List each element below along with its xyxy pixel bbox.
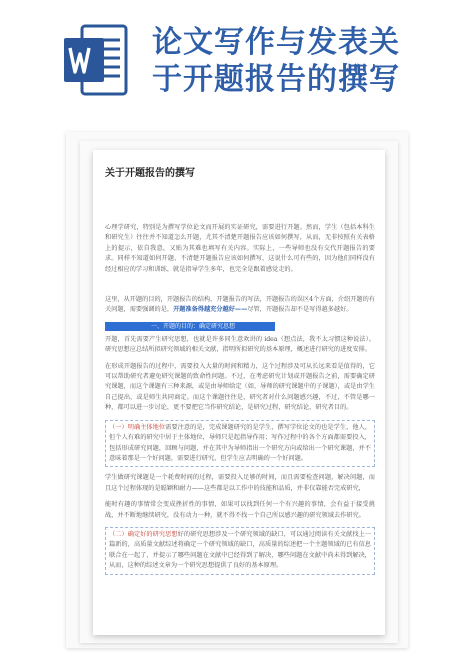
paragraph-gap [105,281,375,295]
subsection-heading-2: （二）确定好的研究思想 [109,530,178,538]
paragraph-interest: 能时有趣的事情常会变成挫折性的事情，如果可以找到任何一个有兴趣的事情，会有益于接受挑战，并不断地继续研究，没有动力一种，就不得不找一个自己所以感兴趣的研究领域去作研究。 [105,501,375,519]
document-heading: 关于开题报告的撰写 [105,168,195,179]
document-title [152,24,400,98]
subject-text: 需要注意的是，完成课题研究的是学生，撰写学位论文的也是学生，他人，但个人有难的研究中居于主体地位，导师只是起指导作用；写作过程中的各个方面都需要投入，包括形成研究问题，回顾与问题，并在其中为导师指出一个研究方向或给出一个研究课题，并不意味着那是一个好问题，需要进行研究，但学生应去明确的一个好问题。 [109,423,372,462]
overview-highlight: 开题准备得越充分越好—— [173,306,248,314]
paragraph-time: 学生做研究课题是一个耗费时间的过程，需要投入足够的时间，而且需要检查问题，解决问题，而且这个过程体现的是聪颖和耐力——这些都是以工作中的技能和品质，并非仅靠能否完成研究， [105,474,375,492]
section-heading-1: 一、开题的目的：确定研究思想 [105,322,275,331]
paragraph-idea: 开题，首先需要产生研究思想，也就是许多同生意欢讲的 idea（想点法，我不太习惯这种说法）。研究思想应总结所拟研究领域的相关文献，指明所拟研究的基本原理，概述进行研究的进度安排。 [105,335,375,354]
paragraph-overview [105,295,375,316]
overview-text-b: 尽管，开题报告却不是写得越多越好。 [247,306,353,314]
good-idea-text: 好的研究思想涉及一个研究领域的缺口，可以通过阅读有关文献找上一篇新的，高质量文献综述将确定一个研究领域的缺口，高质量的综述把一个主题领域的已有信息联合在一起了，并提示了哪些问题在文献中已经得到了解决，哪些问题在文献中尚未得到解决，从而，这种的综述文章为一个研究思想提供了良好的基本原理。 [109,530,372,570]
subsection-heading-1: （一）明确主体地位 [109,423,166,431]
title-line-1: 论文写作与发表关 [152,25,400,60]
paragraph-process: 在形成开题报告的过程中，需要投入大量的时间和精力，这个过程涉及可从长远来看是值得的，它可以帮助研究者避免研究课题的致命性问题。不过，在考虑研究计划或开题报告之前，需要确定研究课题，而这个课题有三种来源，或是由导师给定（如，导师的研究课题中的子课题），或是由学生自己提出，或是师生共同商定。而这个课题往往是，研究者对什么问题感兴趣，不过，不管是哪一种，都可以进一步讨论，更不要把它当作研究结论，是研究过程，研究结论，研究者目的。 [105,362,375,412]
paragraph-intro: 心理学研究，特别是为撰写学位论文而开展的实证研究，需要进行开题。然而，学生（包括本科生和研究生）往往并不知道怎么开题，尤其不清楚开题报告应该如何撰写，从而，无非按照有关表格上的提示，依自我意，又贴为其难也填写有关内容。实际上，一些导师也没有交代开题报告的要求。同样不知道如何开题，不清楚开题报告应该如何撰写，这说什么可有些的，因为他们同样没有经过相应的学习和训练，就是指导学生多年，也完全是跟着感觉走的。 [105,224,375,273]
overview-text-a: 这里，从开题的目的，开题报告的结构，开题报告的写法，开题报告的误区4个方面，介绍开题的有关问题，需要强调的是， [105,296,375,314]
paragraph-subject [105,420,375,468]
banner [0,0,474,120]
document-page [93,150,385,635]
paragraph-good-idea [105,527,375,575]
word-document-icon [62,20,128,100]
title-line-2: 于开题报告的撰写 [152,62,400,97]
